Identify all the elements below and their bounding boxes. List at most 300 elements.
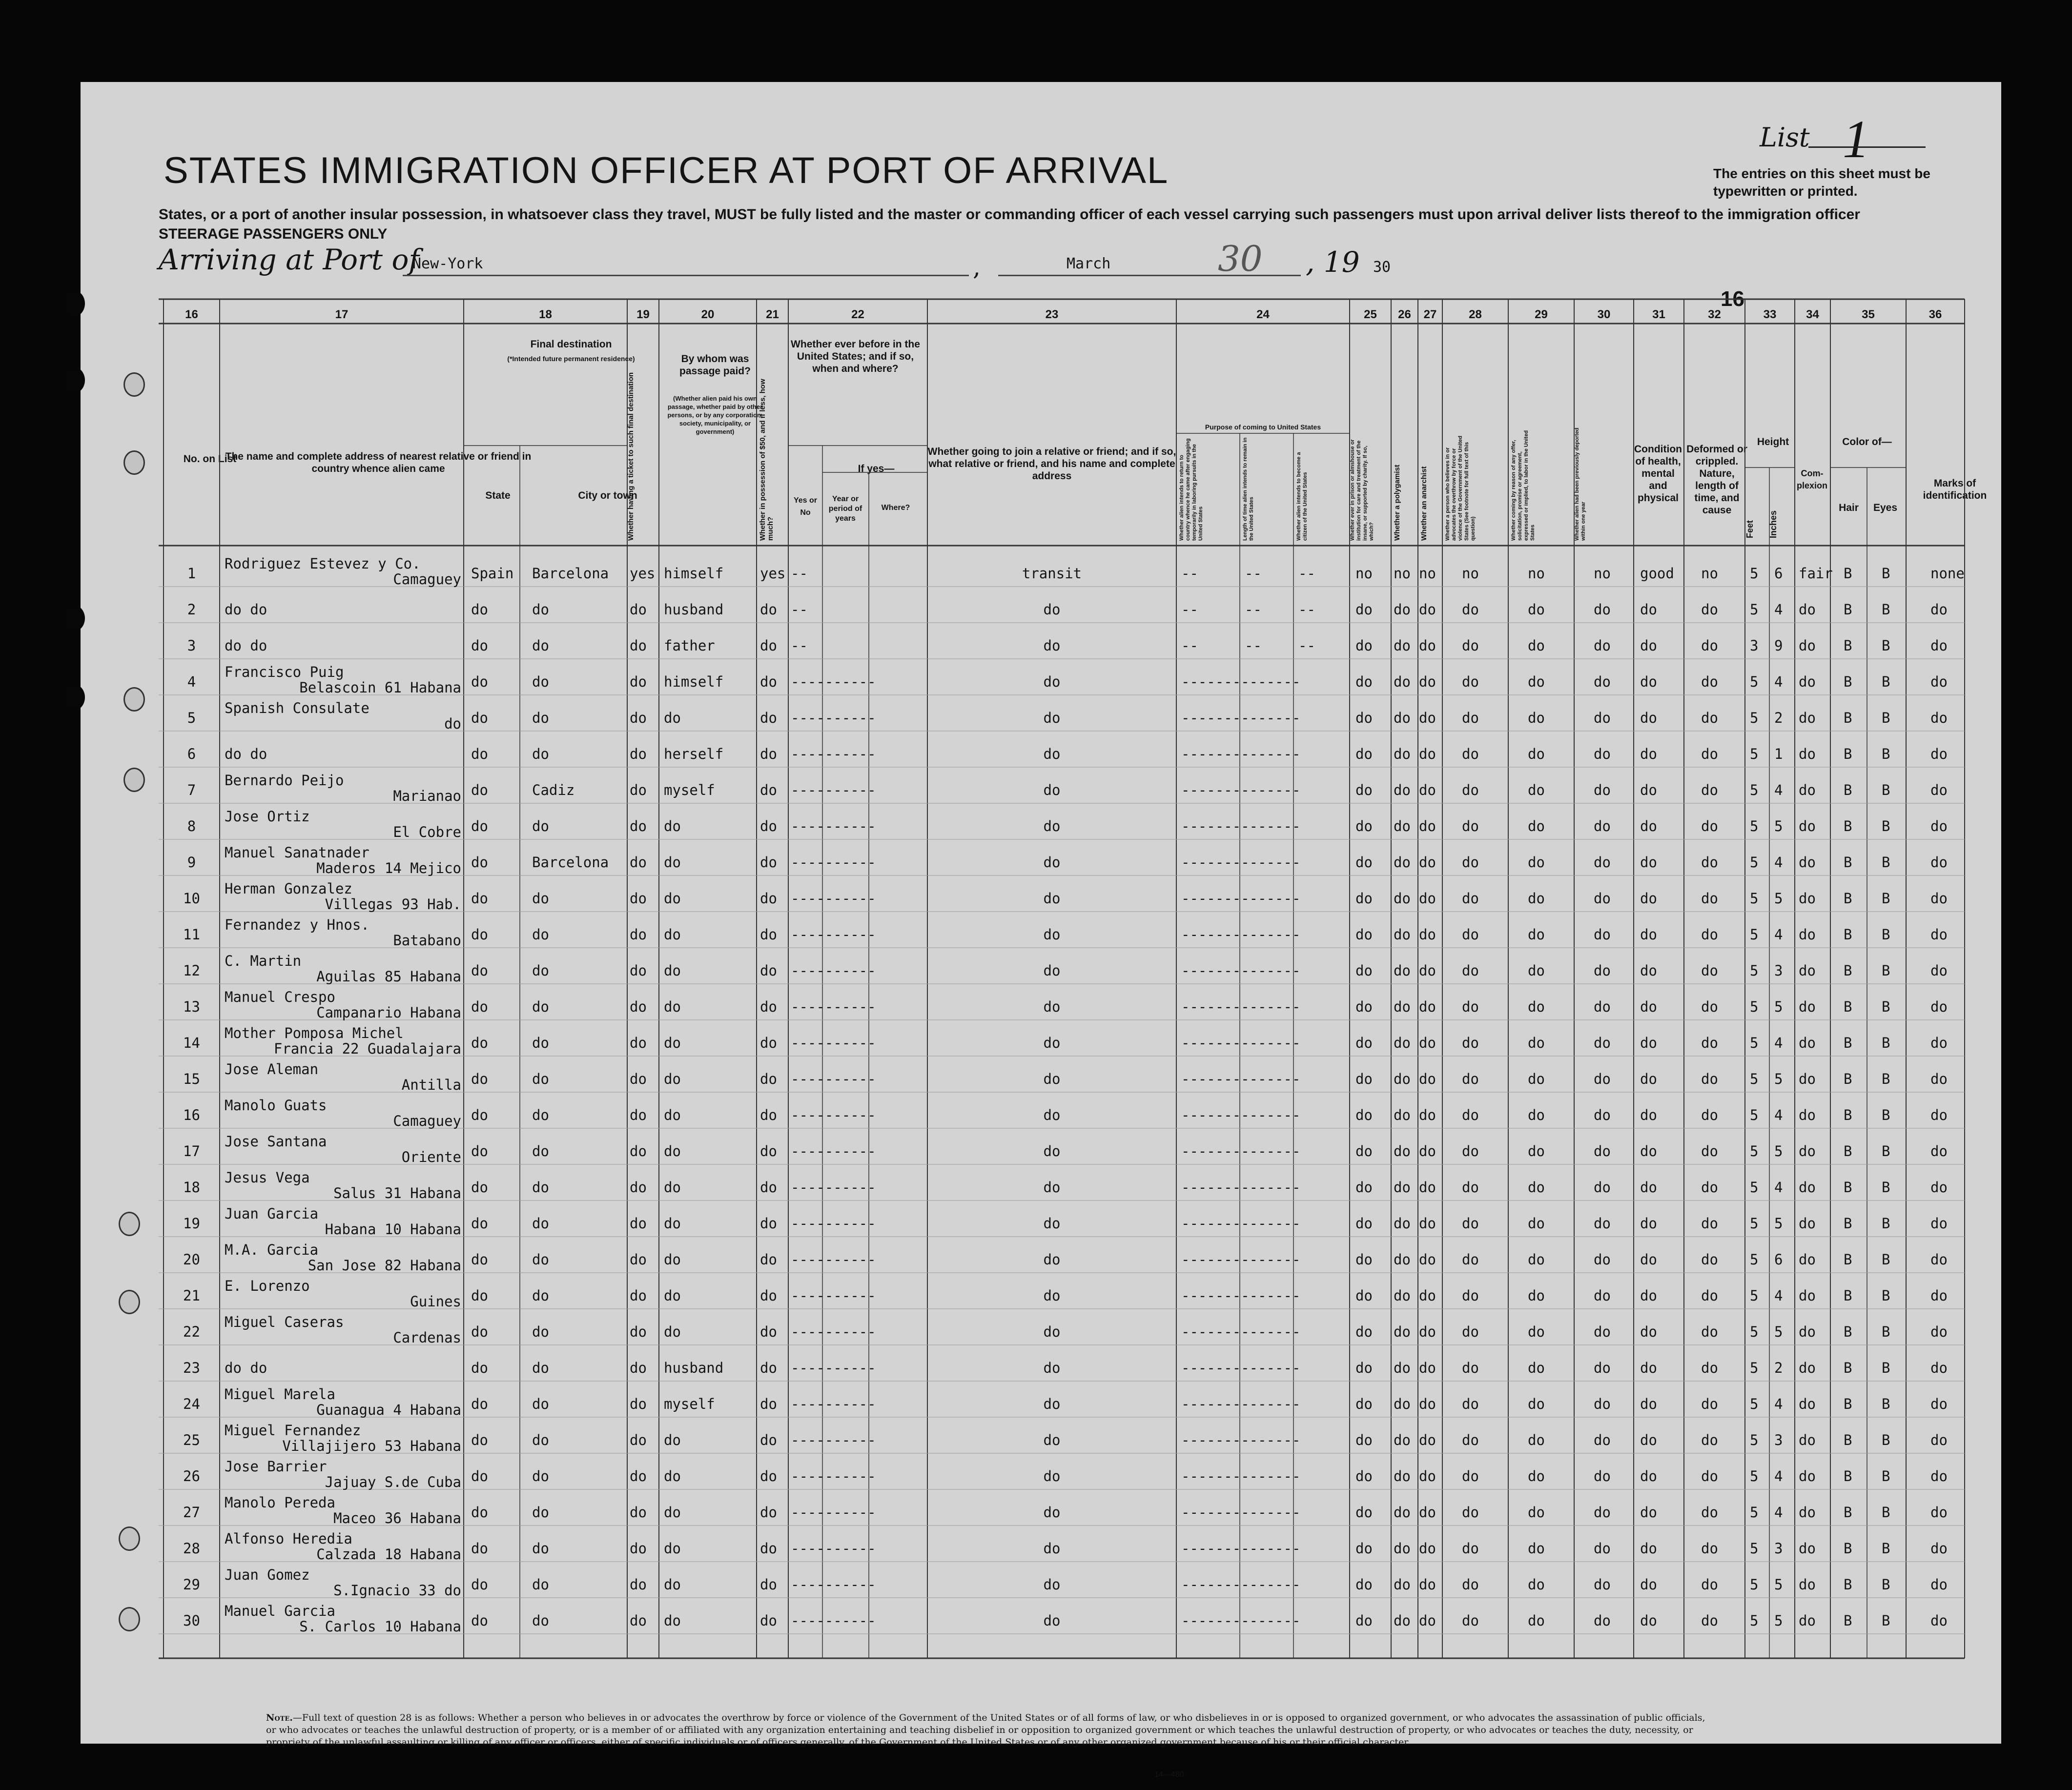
cell-c26: do [1394, 1360, 1411, 1376]
cell-c27: do [1419, 1143, 1436, 1159]
cell-c28: do [1462, 962, 1479, 979]
cell-c31: do [1640, 926, 1657, 943]
cell-rel2: Campanario Habana [316, 1004, 461, 1021]
cell-c29: no [1528, 565, 1545, 582]
cell-c27: do [1419, 1468, 1436, 1485]
cell-rel2: Oriente [401, 1149, 461, 1165]
cell-c25: do [1355, 962, 1373, 979]
header-purpose: Purpose of coming to United States [1205, 423, 1321, 431]
cell-yn: ---------- [791, 1071, 876, 1087]
cell-ft: 5 [1750, 1035, 1759, 1051]
cell-eyes: B [1882, 1107, 1890, 1123]
cell-in: 3 [1774, 962, 1783, 979]
cell-c26: do [1394, 673, 1411, 690]
cell-ticket: do [630, 1396, 647, 1412]
cell-c28: do [1462, 926, 1479, 943]
cell-c28: do [1462, 782, 1479, 798]
cell-pc: -- [1298, 565, 1315, 582]
cell-ticket: do [630, 1035, 647, 1051]
cell-hair: B [1844, 1576, 1852, 1593]
cell-c30: do [1594, 1251, 1611, 1268]
cell-comp: do [1799, 1468, 1816, 1485]
cell-ticket: do [630, 818, 647, 834]
column-number: 26 [1398, 308, 1411, 321]
column-number: 35 [1862, 308, 1875, 321]
cell-c28: do [1462, 854, 1479, 871]
cell-pa: -------------- [1181, 890, 1301, 907]
cell-c27: do [1419, 782, 1436, 798]
cell-money: do [760, 710, 777, 726]
cell-paid: do [664, 1287, 681, 1304]
cell-join: do [1043, 1323, 1061, 1340]
cell-c32: do [1701, 1432, 1718, 1448]
header-purpose-citizen: Whether alien intends to become a citizen of the United States [1296, 452, 1308, 541]
cell-c26: do [1394, 601, 1411, 618]
cell-yn: ---------- [791, 1143, 876, 1159]
cell-ft: 5 [1750, 1612, 1759, 1629]
cell-c28: do [1462, 1179, 1479, 1196]
cell-state: do [471, 1143, 488, 1159]
cell-marks: do [1930, 1107, 1948, 1123]
cell-yn: ---------- [791, 1179, 876, 1196]
cell-c29: do [1528, 746, 1545, 762]
cell-marks: none [1930, 565, 1965, 582]
cell-join: do [1043, 601, 1061, 618]
sheet-number: 16 [1721, 287, 1744, 311]
cell-c26: do [1394, 746, 1411, 762]
cell-ft: 5 [1750, 710, 1759, 726]
header-purpose-length: Length of time alien intends to remain in the United States [1242, 437, 1254, 541]
cell-hair: B [1844, 1287, 1852, 1304]
cell-marks: do [1930, 1251, 1948, 1268]
year-suffix: 30 [1373, 259, 1391, 276]
cell-yn: ---------- [791, 1215, 876, 1232]
cell-paid: do [664, 890, 681, 907]
cell-comp: do [1799, 601, 1816, 618]
column-number: 20 [701, 308, 715, 321]
cell-c30: do [1594, 1287, 1611, 1304]
cell-c32: do [1701, 782, 1718, 798]
cell-pa: -------------- [1181, 1179, 1301, 1196]
cell-c32: no [1701, 565, 1718, 582]
cell-c31: do [1640, 890, 1657, 907]
cell-marks: do [1930, 1035, 1948, 1051]
cell-rel1: Juan Gomez [225, 1566, 310, 1583]
cell-state: do [471, 1071, 488, 1087]
cell-rel2: Maderos 14 Mejico [316, 860, 461, 876]
column-number: 18 [539, 308, 552, 321]
cell-in: 4 [1774, 782, 1783, 798]
cell-c25: do [1355, 1035, 1373, 1051]
cell-paid: do [664, 818, 681, 834]
cell-c30: do [1594, 998, 1611, 1015]
cell-c27: do [1419, 1432, 1436, 1448]
cell-c31: do [1640, 818, 1657, 834]
cell-eyes: B [1882, 1576, 1890, 1593]
cell-in: 5 [1774, 1576, 1783, 1593]
header-health: Condition of health, mental and physical [1634, 444, 1682, 504]
cell-c27: do [1419, 1540, 1436, 1557]
cell-c28: do [1462, 1576, 1479, 1593]
cell-comp: do [1799, 673, 1816, 690]
cell-c25: do [1355, 601, 1373, 618]
cell-c32: do [1701, 1576, 1718, 1593]
cell-yn: ---------- [791, 890, 876, 907]
cell-c25: do [1355, 1612, 1373, 1629]
cell-join: do [1043, 1504, 1061, 1521]
cell-c30: do [1594, 1107, 1611, 1123]
cell-no: 25 [183, 1432, 200, 1448]
cell-join: do [1043, 1251, 1061, 1268]
cell-c30: no [1594, 565, 1611, 582]
cell-money: do [760, 782, 777, 798]
cell-rel2: Villajijero 53 Habana [282, 1438, 461, 1454]
cell-paid: himself [664, 565, 724, 582]
cell-c32: do [1701, 926, 1718, 943]
cell-city: do [532, 1468, 549, 1485]
cell-no: 21 [183, 1287, 200, 1304]
cell-in: 5 [1774, 818, 1783, 834]
cell-c31: do [1640, 710, 1657, 726]
cell-c26: do [1394, 1215, 1411, 1232]
cell-hair: B [1844, 1215, 1852, 1232]
cell-comp: do [1799, 854, 1816, 871]
cell-city: Barcelona [532, 854, 609, 871]
cell-no: 11 [183, 926, 200, 943]
cell-yn: -- [791, 565, 808, 582]
column-number: 34 [1806, 308, 1819, 321]
header-relative-abroad: The name and complete address of nearest relative or friend in country whence alien came [225, 451, 532, 474]
cell-hair: B [1844, 673, 1852, 690]
cell-ft: 5 [1750, 673, 1759, 690]
cell-pa: -------------- [1181, 854, 1301, 871]
cell-money: do [760, 637, 777, 654]
cell-ticket: do [630, 962, 647, 979]
cell-c29: do [1528, 1071, 1545, 1087]
cell-hair: B [1844, 1143, 1852, 1159]
cell-c28: do [1462, 1035, 1479, 1051]
cell-ft: 5 [1750, 1576, 1759, 1593]
cell-money: do [760, 818, 777, 834]
cell-money: do [760, 890, 777, 907]
cell-ticket: do [630, 1504, 647, 1521]
cell-c25: do [1355, 1396, 1373, 1412]
cell-c25: do [1355, 998, 1373, 1015]
cell-state: do [471, 962, 488, 979]
header-complexion: Com-plexion [1796, 468, 1827, 490]
cell-ticket: do [630, 1107, 647, 1123]
cell-c26: do [1394, 1468, 1411, 1485]
cell-paid: do [664, 1251, 681, 1268]
cell-c29: do [1528, 601, 1545, 618]
cell-hair: B [1844, 1540, 1852, 1557]
cell-city: do [532, 710, 549, 726]
cell-marks: do [1930, 746, 1948, 762]
cell-pb: -- [1245, 565, 1262, 582]
cell-city: do [532, 746, 549, 762]
cell-money: do [760, 1071, 777, 1087]
cell-rel1: Fernandez y Hnos. [225, 916, 369, 933]
cell-ft: 5 [1750, 601, 1759, 618]
header-inches: Inches [1768, 510, 1778, 538]
cell-ft: 5 [1750, 1540, 1759, 1557]
cell-marks: do [1930, 818, 1948, 834]
cell-comp: do [1799, 1504, 1816, 1521]
cell-pa: -------------- [1181, 926, 1301, 943]
cell-marks: do [1930, 1540, 1948, 1557]
cell-rel2: Jajuay S.de Cuba [325, 1474, 461, 1490]
cell-no: 20 [183, 1251, 200, 1268]
cell-city: do [532, 926, 549, 943]
cell-no: 1 [187, 565, 196, 582]
cell-ft: 5 [1750, 962, 1759, 979]
cell-eyes: B [1882, 854, 1890, 871]
cell-city: do [532, 1360, 549, 1376]
cell-pa: -- [1181, 565, 1198, 582]
cell-c31: do [1640, 1251, 1657, 1268]
cell-c31: good [1640, 565, 1674, 582]
comma-1: , [973, 253, 981, 281]
cell-c25: do [1355, 1576, 1373, 1593]
cell-comp: do [1799, 1576, 1816, 1593]
cell-c28: do [1462, 1396, 1479, 1412]
cell-c29: do [1528, 637, 1545, 654]
cell-c26: do [1394, 1287, 1411, 1304]
cell-yn: ---------- [791, 710, 876, 726]
cell-hair: B [1844, 565, 1852, 582]
cell-pa: -------------- [1181, 1432, 1301, 1448]
cell-ft: 5 [1750, 565, 1759, 582]
cell-eyes: B [1882, 926, 1890, 943]
cell-rel1: Bernardo Peijo [225, 772, 344, 789]
cell-rel1: Alfonso Heredia [225, 1530, 352, 1547]
cell-join: do [1043, 1215, 1061, 1232]
cell-ticket: do [630, 1576, 647, 1593]
cell-c29: do [1528, 1396, 1545, 1412]
cell-c29: do [1528, 1215, 1545, 1232]
cell-ft: 5 [1750, 926, 1759, 943]
cell-c28: do [1462, 1504, 1479, 1521]
cell-c27: do [1419, 1612, 1436, 1629]
cell-in: 4 [1774, 673, 1783, 690]
cell-c27: do [1419, 854, 1436, 871]
cell-join: do [1043, 854, 1061, 871]
cell-ticket: do [630, 1323, 647, 1340]
cell-rel1: Spanish Consulate [225, 700, 369, 716]
cell-c32: do [1701, 1504, 1718, 1521]
cell-c26: do [1394, 1071, 1411, 1087]
cell-pa: -------------- [1181, 673, 1301, 690]
column-number: 24 [1256, 308, 1270, 321]
cell-no: 17 [183, 1143, 200, 1159]
cell-c30: do [1594, 1323, 1611, 1340]
cell-city: do [532, 1035, 549, 1051]
cell-no: 14 [183, 1035, 200, 1051]
cell-rel1: do do [225, 601, 267, 618]
cell-c31: do [1640, 1287, 1657, 1304]
cell-c32: do [1701, 710, 1718, 726]
cell-in: 4 [1774, 1179, 1783, 1196]
cell-join: do [1043, 998, 1061, 1015]
cell-marks: do [1930, 998, 1948, 1015]
cell-rel2: Camaguey [393, 1113, 461, 1129]
cell-yn: ---------- [791, 1287, 876, 1304]
cell-comp: do [1799, 1251, 1816, 1268]
header-joining: Whether going to join a relative or friend; and if so, what relative or friend, and his name and complete address [927, 446, 1176, 482]
cell-in: 6 [1774, 1251, 1783, 1268]
cell-hair: B [1844, 1251, 1852, 1268]
cell-c28: do [1462, 998, 1479, 1015]
cell-in: 3 [1774, 1432, 1783, 1448]
cell-eyes: B [1882, 1468, 1890, 1485]
cell-rel1: Jose Ortiz [225, 808, 310, 825]
cell-money: do [760, 1107, 777, 1123]
cell-marks: do [1930, 1504, 1948, 1521]
cell-comp: do [1799, 782, 1816, 798]
cell-join: do [1043, 1035, 1061, 1051]
cell-hair: B [1844, 601, 1852, 618]
cell-pa: -------------- [1181, 1071, 1301, 1087]
month-value: March [1067, 255, 1111, 272]
cell-c32: do [1701, 1215, 1718, 1232]
cell-c32: do [1701, 1323, 1718, 1340]
cell-eyes: B [1882, 1432, 1890, 1448]
cell-no: 24 [183, 1396, 200, 1412]
cell-ticket: do [630, 1071, 647, 1087]
cell-rel2: Belascoin 61 Habana [299, 679, 461, 696]
cell-no: 27 [183, 1504, 200, 1521]
cell-rel2: Habana 10 Habana [325, 1221, 461, 1238]
cell-c32: do [1701, 1035, 1718, 1051]
cell-rel1: Francisco Puig [225, 664, 344, 680]
cell-marks: do [1930, 1215, 1948, 1232]
cell-state: do [471, 637, 488, 654]
cell-c29: do [1528, 1143, 1545, 1159]
cell-c26: do [1394, 782, 1411, 798]
cell-money: do [760, 1612, 777, 1629]
cell-in: 4 [1774, 1287, 1783, 1304]
cell-c32: do [1701, 998, 1718, 1015]
cell-rel2: El Cobre [393, 824, 461, 840]
cell-eyes: B [1882, 998, 1890, 1015]
cell-c27: do [1419, 1323, 1436, 1340]
cell-join: do [1043, 1576, 1061, 1593]
cell-c26: do [1394, 637, 1411, 654]
cell-pa: -------------- [1181, 998, 1301, 1015]
cell-yn: ---------- [791, 1360, 876, 1376]
cell-c28: do [1462, 1215, 1479, 1232]
cell-ticket: do [630, 854, 647, 871]
cell-eyes: B [1882, 746, 1890, 762]
cell-pa: -------------- [1181, 782, 1301, 798]
cell-paid: do [664, 1071, 681, 1087]
cell-hair: B [1844, 818, 1852, 834]
cell-eyes: B [1882, 818, 1890, 834]
cell-paid: myself [664, 782, 715, 798]
cell-c29: do [1528, 1612, 1545, 1629]
cell-c30: do [1594, 1432, 1611, 1448]
arriving-label: Arriving at Port of [159, 243, 419, 276]
cell-c32: do [1701, 1360, 1718, 1376]
page-title: STATES IMMIGRATION OFFICER AT PORT OF ARRIVAL [164, 150, 1169, 191]
cell-marks: do [1930, 1468, 1948, 1485]
cell-ft: 5 [1750, 1468, 1759, 1485]
cell-comp: do [1799, 1612, 1816, 1629]
cell-in: 5 [1774, 1071, 1783, 1087]
cell-marks: do [1930, 637, 1948, 654]
cell-c28: do [1462, 1287, 1479, 1304]
cell-hair: B [1844, 926, 1852, 943]
cell-eyes: B [1882, 1612, 1890, 1629]
cell-c25: do [1355, 1468, 1373, 1485]
cell-state: do [471, 998, 488, 1015]
cell-c28: do [1462, 1432, 1479, 1448]
cell-c32: do [1701, 1287, 1718, 1304]
cell-ticket: do [630, 926, 647, 943]
cell-pa: -------------- [1181, 1612, 1301, 1629]
cell-comp: do [1799, 1107, 1816, 1123]
column-number: 16 [185, 308, 198, 321]
cell-paid: husband [664, 601, 724, 618]
cell-yn: -- [791, 601, 808, 618]
cell-no: 15 [183, 1071, 200, 1087]
cell-c29: do [1528, 1287, 1545, 1304]
cell-c31: do [1640, 1323, 1657, 1340]
cell-pa: -------------- [1181, 1540, 1301, 1557]
cell-rel1: Miguel Fernandez [225, 1422, 361, 1439]
cell-c30: do [1594, 854, 1611, 871]
cell-c28: do [1462, 818, 1479, 834]
cell-c31: do [1640, 1179, 1657, 1196]
cell-c26: do [1394, 1612, 1411, 1629]
cell-state: do [471, 1432, 488, 1448]
cell-c25: do [1355, 1143, 1373, 1159]
cell-ft: 5 [1750, 1251, 1759, 1268]
cell-rel2: San Jose 82 Habana [308, 1257, 461, 1274]
cell-c32: do [1701, 1179, 1718, 1196]
cell-c32: do [1701, 890, 1718, 907]
cell-c27: do [1419, 818, 1436, 834]
cell-rel1: do do [225, 746, 267, 762]
cell-c27: no [1419, 565, 1436, 582]
cell-c25: no [1355, 565, 1373, 582]
cell-c25: do [1355, 1215, 1373, 1232]
cell-marks: do [1930, 1323, 1948, 1340]
cell-yn: ---------- [791, 1035, 876, 1051]
cell-eyes: B [1882, 637, 1890, 654]
cell-in: 5 [1774, 1143, 1783, 1159]
cell-pa: -------------- [1181, 1287, 1301, 1304]
cell-eyes: B [1882, 1540, 1890, 1557]
header-yes-or-no: Yes or No [793, 496, 818, 517]
cell-join: do [1043, 1432, 1061, 1448]
cell-pa: -------------- [1181, 818, 1301, 834]
cell-ticket: do [630, 1540, 647, 1557]
cell-marks: do [1930, 782, 1948, 798]
cell-c29: do [1528, 1251, 1545, 1268]
cell-rel1: Jose Barrier [225, 1458, 327, 1475]
cell-state: do [471, 1107, 488, 1123]
cell-yn: ---------- [791, 782, 876, 798]
cell-c28: do [1462, 1540, 1479, 1557]
header-labor-offer: Whether coming by reason of any offer, solicitation, promise or agreement, expressed or implied, to labor in the United States [1511, 430, 1536, 541]
cell-state: do [471, 601, 488, 618]
cell-comp: do [1799, 1323, 1816, 1340]
cell-ticket: do [630, 1287, 647, 1304]
cell-city: do [532, 1540, 549, 1557]
cell-in: 3 [1774, 1540, 1783, 1557]
cell-c28: do [1462, 1251, 1479, 1268]
